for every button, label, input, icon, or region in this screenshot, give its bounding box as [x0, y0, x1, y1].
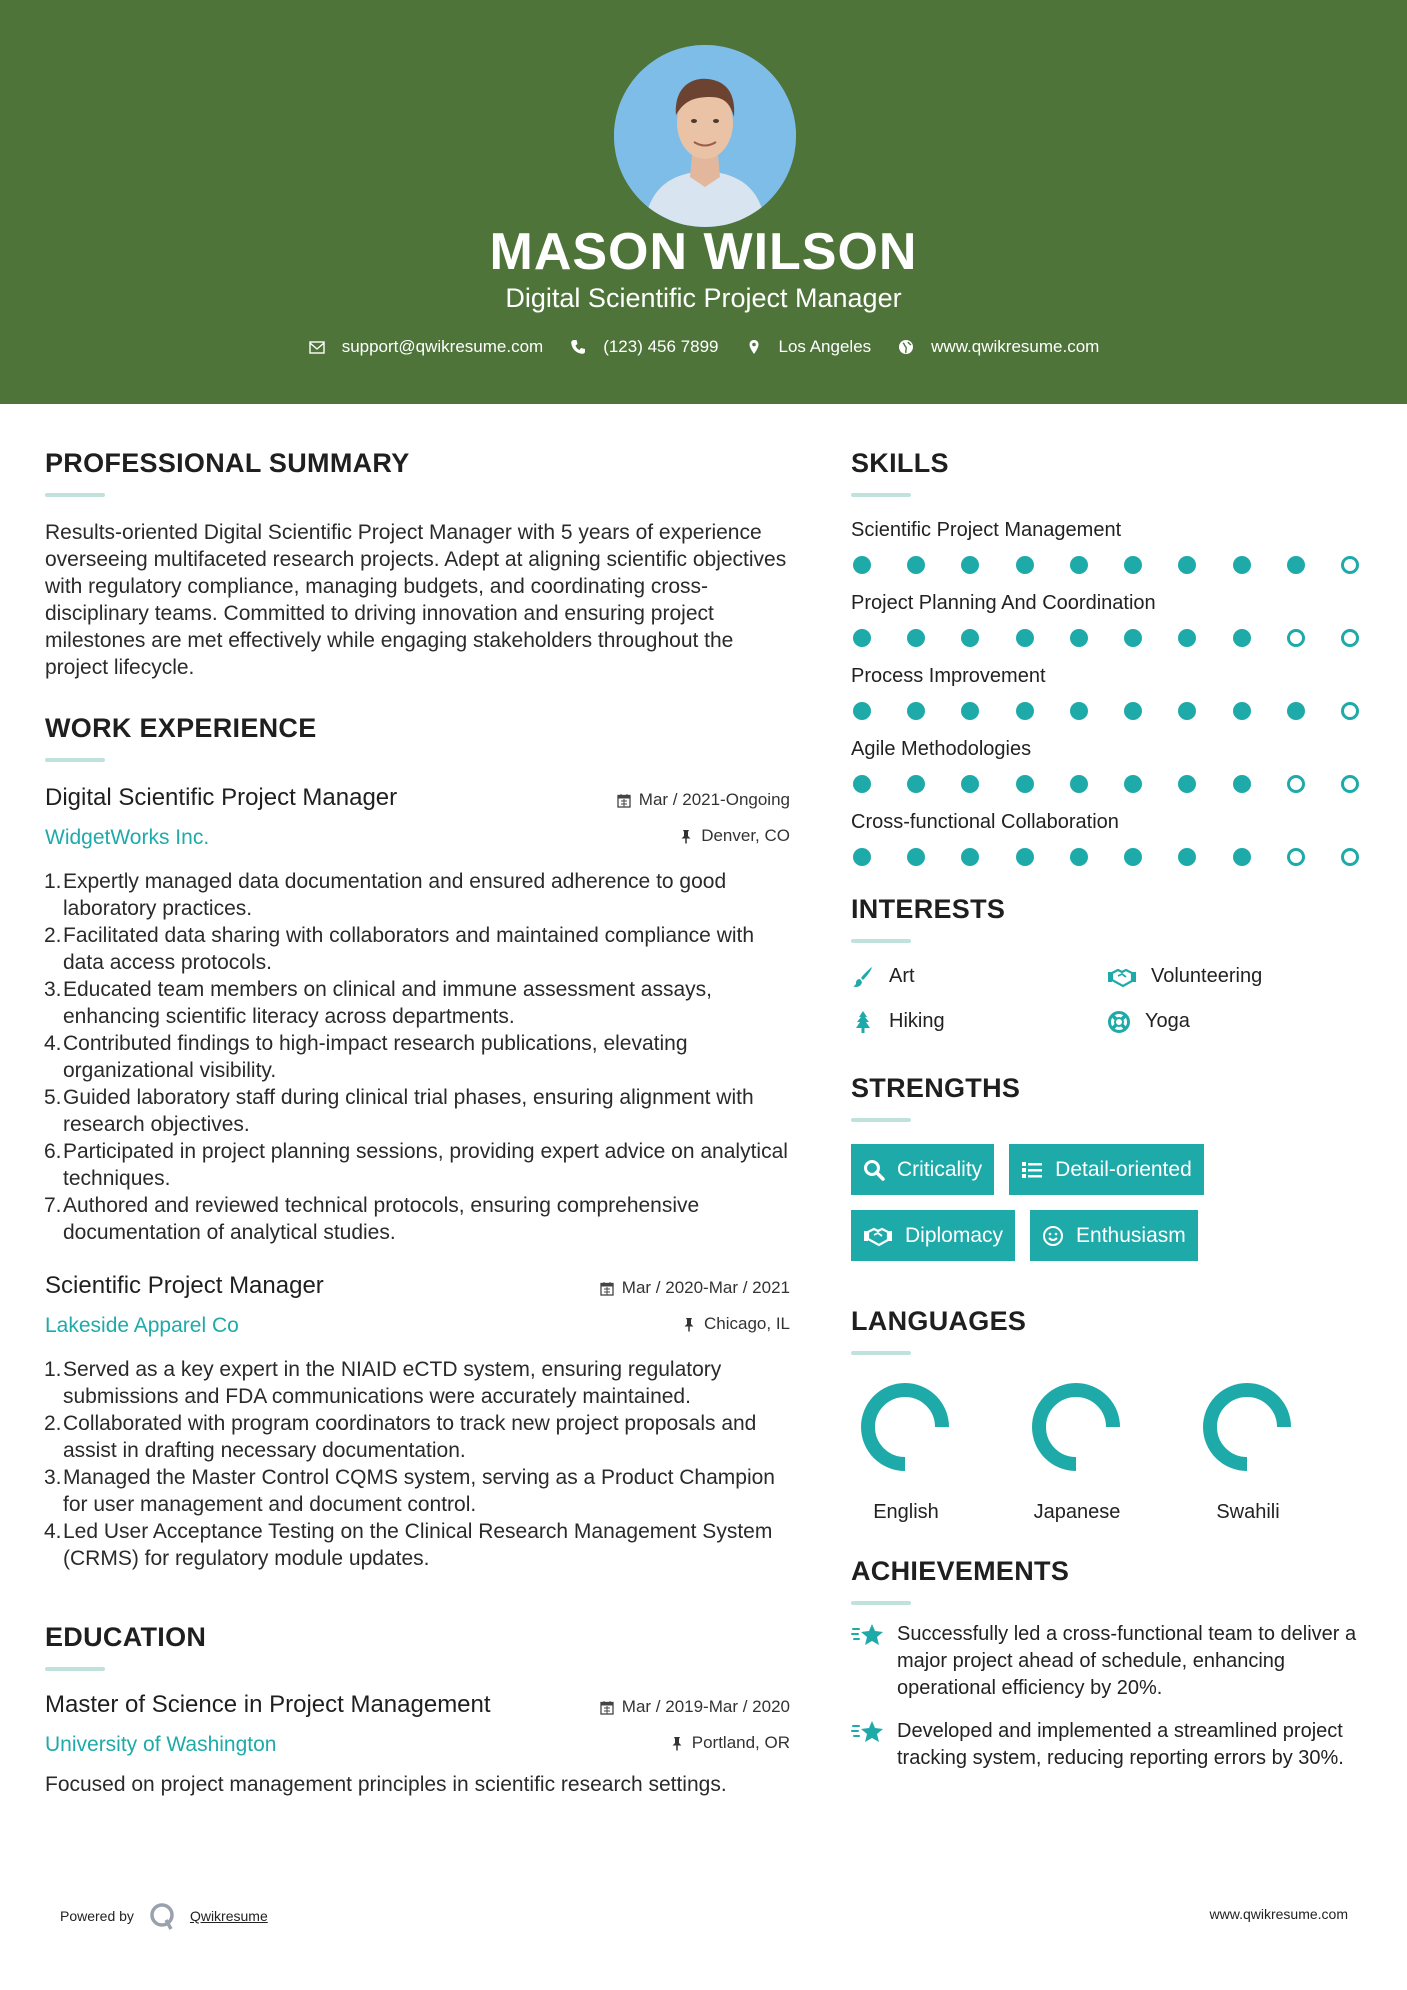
list-icon: [1021, 1159, 1043, 1181]
rating-dot-empty: [1341, 629, 1359, 647]
rating-dot-filled: [853, 775, 871, 793]
skill-rating: [851, 775, 1359, 793]
job-location-text: Chicago, IL: [704, 1314, 790, 1333]
job-entry: [45, 784, 790, 1246]
skills-section: [851, 448, 1371, 866]
skill-rating: [851, 556, 1359, 574]
rating-dot-filled: [1070, 629, 1088, 647]
language-progress-ring: [1201, 1381, 1293, 1473]
skill-name: Cross-functional Collaboration: [851, 811, 1119, 833]
rating-dot-filled: [1233, 775, 1251, 793]
candidate-name: MASON WILSON: [489, 223, 918, 281]
strength-label: Detail-oriented: [1055, 1157, 1192, 1181]
strength-chip: [851, 1210, 1015, 1261]
education-dates: [600, 1697, 790, 1717]
education-dates-text: Mar / 2019-Mar / 2020: [621, 1697, 790, 1716]
section-underline: [851, 939, 911, 943]
language-item: [851, 1381, 1022, 1524]
rating-dot-empty: [1341, 556, 1359, 574]
strength-chip: [1030, 1210, 1198, 1261]
rating-dot-filled: [1178, 629, 1196, 647]
strengths-section: [851, 1073, 1371, 1276]
interest-label: Art: [889, 965, 915, 987]
footer-website[interactable]: www.qwikresume.com: [1209, 1906, 1348, 1922]
section-underline: [851, 1601, 911, 1605]
section-title: INTERESTS: [851, 894, 1006, 924]
rating-dot-filled: [853, 629, 871, 647]
paintbrush-icon: [851, 965, 875, 989]
rating-dot-filled: [1178, 848, 1196, 866]
section-underline: [851, 1351, 911, 1355]
skill-name: Project Planning And Coordination: [851, 592, 1156, 614]
skill-name: Agile Methodologies: [851, 738, 1032, 760]
footer-powered-by: [60, 1901, 268, 1931]
languages-list: [851, 1381, 1371, 1524]
rating-dot-filled: [1124, 629, 1142, 647]
rating-dot-empty: [1287, 848, 1305, 866]
skill-item: [851, 809, 1371, 866]
school-name: University of Washington: [45, 1733, 277, 1756]
calendar-icon: [600, 1700, 614, 1715]
achievement-text: Developed and implemented a streamlined project tracking system, reducing reporting errors by 30%.: [897, 1720, 1344, 1769]
achievement-item: [851, 1718, 1371, 1772]
strength-chip: [1009, 1144, 1204, 1195]
strength-label: Enthusiasm: [1076, 1223, 1186, 1247]
rating-dot-filled: [1016, 556, 1034, 574]
rating-dot-empty: [1341, 775, 1359, 793]
rating-dot-filled: [1124, 556, 1142, 574]
section-title: LANGUAGES: [851, 1306, 1027, 1336]
job-dates: [600, 1278, 790, 1298]
rating-dot-filled: [1287, 556, 1305, 574]
rating-dot-filled: [1178, 775, 1196, 793]
job-title: Scientific Project Manager: [45, 1272, 324, 1299]
interest-item: [851, 1008, 1107, 1035]
strength-label: Diplomacy: [905, 1223, 1004, 1247]
skill-name: Process Improvement: [851, 665, 1046, 687]
contact-row: [0, 337, 1407, 357]
rating-dot-filled: [961, 629, 979, 647]
language-item: [1022, 1381, 1193, 1524]
rating-dot-filled: [1016, 629, 1034, 647]
section-underline: [45, 493, 105, 497]
skill-item: [851, 663, 1371, 720]
rating-dot-empty: [1341, 848, 1359, 866]
pushpin-icon: [682, 1317, 696, 1332]
envelope-icon: [308, 338, 326, 356]
job-location: [679, 826, 790, 846]
globe-icon: [897, 338, 915, 356]
qwikresume-link[interactable]: Qwikresume: [189, 1908, 268, 1924]
job-bullet: 2. Collaborated with program coordinators to track new project proposals and assist in drafting necessary documentation.: [44, 1412, 757, 1462]
job-bullets: [45, 868, 790, 1246]
job-bullet: 5. Guided laboratory staff during clinical trial phases, ensuring alignment with research objectives.: [44, 1086, 754, 1136]
job-bullet: 4. Led User Acceptance Testing on the Clinical Research Management System (CRMS) for regulatory module updates.: [44, 1520, 773, 1570]
rating-dot-filled: [1016, 702, 1034, 720]
rating-dot-filled: [1178, 702, 1196, 720]
candidate-title: Digital Scientific Project Manager: [505, 283, 902, 313]
job-dates: [617, 790, 790, 810]
rating-dot-filled: [1070, 775, 1088, 793]
achievement-text: Successfully led a cross-functional team to deliver a major project ahead of schedule, enhancing operational efficiency by 20%.: [897, 1623, 1357, 1699]
rating-dot-empty: [1287, 629, 1305, 647]
rating-dot-filled: [961, 775, 979, 793]
skill-rating: [851, 702, 1359, 720]
rating-dot-filled: [961, 702, 979, 720]
contact-website[interactable]: [897, 337, 1099, 357]
rating-dot-filled: [961, 556, 979, 574]
contact-location: [745, 337, 872, 357]
section-title: EDUCATION: [45, 1622, 207, 1652]
rating-dot-filled: [1070, 556, 1088, 574]
skill-item: [851, 590, 1371, 647]
contact-location-text: Los Angeles: [778, 337, 872, 356]
education-entry: [45, 1691, 790, 1798]
rating-dot-filled: [1124, 848, 1142, 866]
rating-dot-filled: [1233, 702, 1251, 720]
skill-rating: [851, 848, 1359, 866]
skill-rating: [851, 629, 1359, 647]
rating-dot-filled: [1178, 556, 1196, 574]
rating-dot-filled: [907, 702, 925, 720]
rating-dot-filled: [907, 848, 925, 866]
achievement-item: [851, 1621, 1371, 1702]
job-location-text: Denver, CO: [701, 826, 790, 845]
job-bullet: 3. Educated team members on clinical and immune assessment assays, enhancing scientific literacy across departments.: [44, 978, 712, 1028]
interest-label: Hiking: [889, 1010, 945, 1032]
language-name: Japanese: [1033, 1501, 1121, 1523]
job-bullet: 1. Served as a key expert in the NIAID eCTD system, ensuring regulatory submissions and FDA communications were accurately maintained.: [44, 1358, 722, 1408]
rating-dot-filled: [907, 556, 925, 574]
profile-photo: [614, 45, 796, 227]
map-marker-icon: [745, 338, 763, 356]
job-company: Lakeside Apparel Co: [45, 1314, 239, 1337]
rating-dot-empty: [1287, 775, 1305, 793]
resume-header: [0, 0, 1407, 404]
language-progress-ring: [859, 1381, 951, 1473]
rating-dot-filled: [1016, 775, 1034, 793]
person-photo-icon: [614, 45, 796, 227]
language-progress-ring: [1030, 1381, 1122, 1473]
interest-item: [851, 963, 1107, 990]
section-underline: [45, 1667, 105, 1671]
phone-icon: [569, 338, 587, 356]
contact-email[interactable]: [308, 337, 544, 357]
education-location-text: Portland, OR: [691, 1733, 790, 1752]
rating-dot-filled: [1124, 775, 1142, 793]
qwikresume-logo-icon: [148, 1901, 178, 1931]
interests-section: [851, 894, 1371, 1035]
rating-dot-filled: [853, 556, 871, 574]
interests-list: [851, 963, 1371, 1035]
language-name: English: [873, 1501, 939, 1523]
rating-dot-filled: [907, 629, 925, 647]
contact-email-text: support@qwikresume.com: [341, 337, 544, 356]
job-title: Digital Scientific Project Manager: [45, 784, 398, 811]
summary-section: [45, 448, 790, 681]
section-title: ACHIEVEMENTS: [851, 1556, 1070, 1586]
pushpin-icon: [679, 829, 693, 844]
contact-phone-text: (123) 456 7899: [603, 337, 719, 356]
strength-label: Criticality: [897, 1157, 983, 1181]
rating-dot-filled: [1233, 556, 1251, 574]
rating-dot-filled: [1070, 702, 1088, 720]
education-location: [670, 1733, 790, 1753]
handshake-icon: [863, 1225, 893, 1247]
skill-name: Scientific Project Management: [851, 519, 1122, 541]
rating-dot-filled: [1233, 848, 1251, 866]
interest-item: [1107, 963, 1363, 990]
rating-dot-filled: [1070, 848, 1088, 866]
skill-item: [851, 736, 1371, 793]
shooting-star-icon: [851, 1718, 885, 1748]
education-description: Focused on project management principles in scientific research settings.: [45, 1773, 727, 1796]
powered-by-label: Powered by: [60, 1908, 134, 1924]
shooting-star-icon: [851, 1621, 885, 1651]
job-bullet: 4. Contributed findings to high-impact research publications, elevating organizational visibility.: [44, 1032, 688, 1082]
achievements-list: [851, 1621, 1371, 1772]
rating-dot-filled: [961, 848, 979, 866]
section-underline: [851, 1118, 911, 1122]
left-column: [45, 448, 790, 1798]
section-title: WORK EXPERIENCE: [45, 713, 317, 743]
job-company: WidgetWorks Inc.: [45, 826, 210, 849]
language-name: Swahili: [1216, 1501, 1280, 1523]
rating-dot-empty: [1341, 702, 1359, 720]
languages-section: [851, 1306, 1371, 1524]
right-column: [851, 448, 1371, 1772]
smile-icon: [1042, 1225, 1064, 1247]
job-entry: [45, 1272, 790, 1572]
job-bullets: [45, 1356, 790, 1572]
section-underline: [851, 493, 911, 497]
interest-label: Yoga: [1145, 1010, 1190, 1032]
section-title: PROFESSIONAL SUMMARY: [45, 448, 410, 478]
strength-chip: [851, 1144, 994, 1195]
section-title: SKILLS: [851, 448, 949, 478]
job-dates-text: Mar / 2021-Ongoing: [638, 790, 790, 809]
tree-icon: [851, 1010, 875, 1034]
rating-dot-filled: [853, 702, 871, 720]
rating-dot-filled: [907, 775, 925, 793]
section-title: STRENGTHS: [851, 1073, 1021, 1103]
job-location: [682, 1314, 790, 1334]
job-bullet: 6. Participated in project planning sessions, providing expert advice on analytical techniques.: [44, 1140, 788, 1190]
rating-dot-filled: [1016, 848, 1034, 866]
rating-dot-filled: [853, 848, 871, 866]
summary-text: Results-oriented Digital Scientific Project Manager with 5 years of experience overseeing multifaceted research projects. Adept at aligning scientific objectives with regulatory compliance, managing budgets, and coordinating cross-disciplinary teams. Committed to driving innovation and ensuring project milestones are met effectively while engaging stakeholders throughout the project lifecycle.: [45, 521, 787, 679]
job-bullet: 1. Expertly managed data documentation and ensured adherence to good laboratory practices.: [44, 870, 727, 920]
rating-dot-filled: [1233, 629, 1251, 647]
language-item: [1193, 1381, 1364, 1524]
search-icon: [863, 1159, 885, 1181]
education-section: [45, 1622, 790, 1798]
skills-list: [851, 517, 1371, 866]
handshake-icon: [1107, 965, 1137, 989]
degree-title: Master of Science in Project Management: [45, 1691, 491, 1718]
interest-label: Volunteering: [1151, 965, 1263, 987]
calendar-icon: [600, 1281, 614, 1296]
rating-dot-filled: [1287, 702, 1305, 720]
job-bullet: 2. Facilitated data sharing with collaborators and maintained compliance with data access protocols.: [44, 924, 755, 974]
job-bullet: 7. Authored and reviewed technical protocols, ensuring comprehensive documentation of analytical studies.: [44, 1194, 700, 1244]
job-dates-text: Mar / 2020-Mar / 2021: [621, 1278, 790, 1297]
pushpin-icon: [670, 1736, 684, 1751]
calendar-icon: [617, 793, 631, 808]
strengths-list: [851, 1144, 1371, 1276]
skill-item: [851, 517, 1371, 574]
life-ring-icon: [1107, 1010, 1131, 1034]
experience-section: [45, 713, 790, 1572]
contact-phone[interactable]: [569, 337, 718, 357]
section-underline: [45, 758, 105, 762]
rating-dot-filled: [1124, 702, 1142, 720]
interest-item: [1107, 1008, 1363, 1035]
contact-website-text: www.qwikresume.com: [931, 337, 1100, 356]
job-bullet: 3. Managed the Master Control CQMS system, serving as a Product Champion for user management and document control.: [44, 1466, 775, 1516]
achievements-section: [851, 1556, 1371, 1772]
